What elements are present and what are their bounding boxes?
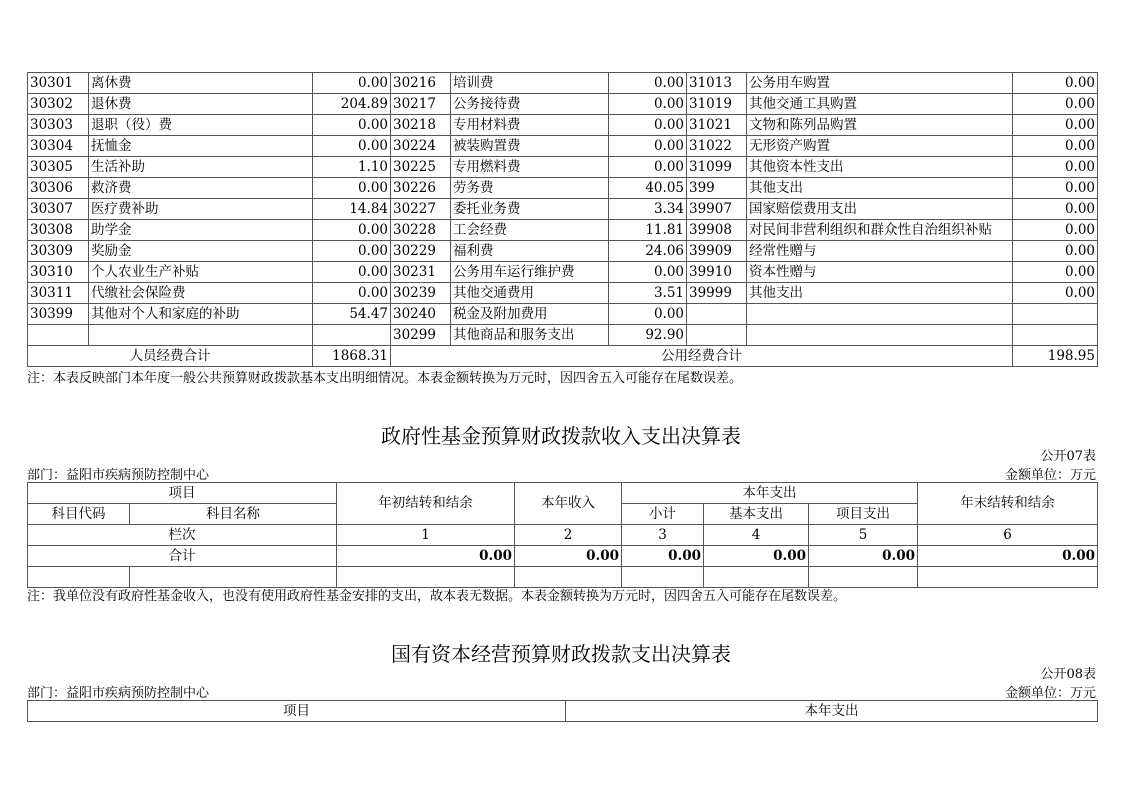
amount-cell: 0.00 xyxy=(1013,136,1098,157)
capital-unit: 金额单位：万元 xyxy=(1004,686,1096,701)
fund-column-index-row xyxy=(28,525,1098,546)
public-total-value: 198.95 xyxy=(1013,346,1098,367)
subject-name-cell: 培训费 xyxy=(451,73,609,94)
subject-name-cell: 抚恤金 xyxy=(89,136,313,157)
amount-cell: 0.00 xyxy=(1013,94,1098,115)
subject-name-cell: 退职（役）费 xyxy=(89,115,313,136)
subject-code-cell: 30306 xyxy=(28,178,89,199)
table-row xyxy=(28,94,1098,115)
total-row xyxy=(28,346,1098,367)
subject-code-cell: 30309 xyxy=(28,241,89,262)
subject-code-cell: 30218 xyxy=(391,115,451,136)
amount-cell: 0.00 xyxy=(609,304,687,325)
amount-cell: 0.00 xyxy=(609,73,687,94)
amount-cell: 0.00 xyxy=(313,220,391,241)
amount-cell: 0.00 xyxy=(609,262,687,283)
amount-cell: 0.00 xyxy=(609,157,687,178)
header-income: 本年收入 xyxy=(515,483,622,525)
subject-code-cell: 30228 xyxy=(391,220,451,241)
amount-cell: 11.81 xyxy=(609,220,687,241)
subject-name-cell: 个人农业生产补贴 xyxy=(89,262,313,283)
table-row xyxy=(28,241,1098,262)
subject-code-cell: 39909 xyxy=(687,241,747,262)
subject-name-cell: 被装购置费 xyxy=(451,136,609,157)
subject-code-cell: 30229 xyxy=(391,241,451,262)
amount-cell: 3.51 xyxy=(609,283,687,304)
subject-name-cell: 退休费 xyxy=(89,94,313,115)
header-subtotal: 小计 xyxy=(622,504,704,525)
personnel-total-label: 人员经费合计 xyxy=(28,346,313,367)
amount-cell: 0.00 xyxy=(1013,157,1098,178)
subject-code-cell: 39910 xyxy=(687,262,747,283)
amount-cell: 0.00 xyxy=(1013,241,1098,262)
amount-cell: 1.10 xyxy=(313,157,391,178)
public-total-label: 公用经费合计 xyxy=(391,346,1013,367)
subject-code-cell: 30301 xyxy=(28,73,89,94)
table-row xyxy=(28,73,1098,94)
subject-name-cell: 对民间非营利组织和群众性自治组织补贴 xyxy=(747,220,1013,241)
fund-table-title: 政府性基金预算财政拨款收入支出决算表 xyxy=(381,424,741,448)
subject-code-cell: 31021 xyxy=(687,115,747,136)
fund-header-row-1 xyxy=(28,483,1098,504)
amount-cell: 0.00 xyxy=(1013,262,1098,283)
subject-name-cell: 其他交通费用 xyxy=(451,283,609,304)
subject-name-cell: 专用材料费 xyxy=(451,115,609,136)
header-carry-end: 年末结转和结余 xyxy=(918,483,1098,525)
amount-cell: 3.34 xyxy=(609,199,687,220)
fund-total-value: 0.00 xyxy=(704,546,809,567)
subject-name-cell xyxy=(747,325,1013,346)
header-item: 项目 xyxy=(28,483,337,504)
col-index-6: 6 xyxy=(918,525,1098,546)
capital-header-expense: 本年支出 xyxy=(566,701,1098,722)
fund-total-value: 0.00 xyxy=(809,546,918,567)
subject-name-cell xyxy=(747,304,1013,325)
subject-code-cell: 39999 xyxy=(687,283,747,304)
amount-cell: 24.06 xyxy=(609,241,687,262)
subject-code-cell: 30311 xyxy=(28,283,89,304)
col-index-1: 1 xyxy=(337,525,515,546)
subject-code-cell: 39907 xyxy=(687,199,747,220)
table-row xyxy=(28,262,1098,283)
subject-code-cell: 30227 xyxy=(391,199,451,220)
subject-code-cell xyxy=(687,304,747,325)
subject-name-cell: 生活补助 xyxy=(89,157,313,178)
subject-code-cell xyxy=(28,325,89,346)
amount-cell: 0.00 xyxy=(609,136,687,157)
table-row xyxy=(28,304,1098,325)
subject-code-cell: 30307 xyxy=(28,199,89,220)
amount-cell: 0.00 xyxy=(1013,73,1098,94)
fund-total-value: 0.00 xyxy=(918,546,1098,567)
subject-name-cell: 委托业务费 xyxy=(451,199,609,220)
subject-code-cell: 30299 xyxy=(391,325,451,346)
personnel-total-value: 1868.31 xyxy=(313,346,391,367)
subject-name-cell: 公务用车运行维护费 xyxy=(451,262,609,283)
subject-name-cell: 资本性赠与 xyxy=(747,262,1013,283)
amount-cell: 0.00 xyxy=(313,283,391,304)
subject-code-cell: 31099 xyxy=(687,157,747,178)
subject-code-cell: 30216 xyxy=(391,73,451,94)
subject-name-cell: 无形资产购置 xyxy=(747,136,1013,157)
state-capital-table xyxy=(27,700,1098,722)
subject-code-cell: 30239 xyxy=(391,283,451,304)
subject-name-cell: 其他对个人和家庭的补助 xyxy=(89,304,313,325)
subject-name-cell: 国家赔偿费用支出 xyxy=(747,199,1013,220)
table-row xyxy=(28,199,1098,220)
amount-cell: 0.00 xyxy=(313,241,391,262)
amount-cell: 0.00 xyxy=(313,136,391,157)
subject-name-cell: 医疗费补助 xyxy=(89,199,313,220)
amount-cell: 92.90 xyxy=(609,325,687,346)
col-index-label: 栏次 xyxy=(28,525,337,546)
subject-name-cell: 助学金 xyxy=(89,220,313,241)
fund-total-value: 0.00 xyxy=(515,546,622,567)
amount-cell: 0.00 xyxy=(1013,178,1098,199)
fund-note: 注：我单位没有政府性基金收入，也没有使用政府性基金安排的支出，故本表无数据。本表金额转换为万元时，因四舍五入可能存在尾数误差。 xyxy=(27,589,847,604)
amount-cell: 0.00 xyxy=(313,262,391,283)
amount-cell: 0.00 xyxy=(609,94,687,115)
subject-name-cell: 其他支出 xyxy=(747,178,1013,199)
subject-code-cell: 30217 xyxy=(391,94,451,115)
subject-name-cell: 公务接待费 xyxy=(451,94,609,115)
table-row xyxy=(28,220,1098,241)
table-row xyxy=(28,325,1098,346)
subject-code-cell: 30303 xyxy=(28,115,89,136)
amount-cell xyxy=(1013,304,1098,325)
fund-unit: 金额单位：万元 xyxy=(1004,468,1096,483)
amount-cell: 0.00 xyxy=(1013,220,1098,241)
table-row xyxy=(28,157,1098,178)
amount-cell: 204.89 xyxy=(313,94,391,115)
fund-total-row xyxy=(28,546,1098,567)
capital-department: 部门：益阳市疾病预防控制中心 xyxy=(27,686,210,701)
header-project: 项目支出 xyxy=(809,504,918,525)
subject-code-cell: 30302 xyxy=(28,94,89,115)
subject-code-cell: 30224 xyxy=(391,136,451,157)
subject-name-cell: 代缴社会保险费 xyxy=(89,283,313,304)
table-row xyxy=(28,178,1098,199)
header-expense: 本年支出 xyxy=(622,483,918,504)
table-row xyxy=(28,283,1098,304)
subject-code-cell: 31013 xyxy=(687,73,747,94)
table-row xyxy=(28,115,1098,136)
fund-table-code: 公开07表 xyxy=(1040,449,1096,464)
amount-cell: 14.84 xyxy=(313,199,391,220)
header-subject-name: 科目名称 xyxy=(130,504,337,525)
amount-cell: 0.00 xyxy=(313,73,391,94)
subject-name-cell: 经常性赠与 xyxy=(747,241,1013,262)
subject-name-cell: 其他资本性支出 xyxy=(747,157,1013,178)
government-fund-table xyxy=(27,482,1098,588)
table-row xyxy=(28,136,1098,157)
subject-code-cell: 39908 xyxy=(687,220,747,241)
subject-code-cell: 30399 xyxy=(28,304,89,325)
header-basic: 基本支出 xyxy=(704,504,809,525)
amount-cell xyxy=(313,325,391,346)
subject-code-cell xyxy=(687,325,747,346)
amount-cell: 0.00 xyxy=(313,115,391,136)
subject-name-cell: 公务用车购置 xyxy=(747,73,1013,94)
subject-name-cell xyxy=(89,325,313,346)
amount-cell: 0.00 xyxy=(609,115,687,136)
subject-code-cell: 30304 xyxy=(28,136,89,157)
capital-table-title: 国有资本经营预算财政拨款支出决算表 xyxy=(391,642,731,666)
amount-cell: 0.00 xyxy=(1013,115,1098,136)
subject-code-cell: 30305 xyxy=(28,157,89,178)
amount-cell: 54.47 xyxy=(313,304,391,325)
capital-header-row xyxy=(28,701,1098,722)
header-carry-begin: 年初结转和结余 xyxy=(337,483,515,525)
subject-name-cell: 福利费 xyxy=(451,241,609,262)
basic-expense-detail-table xyxy=(27,72,1098,367)
col-index-4: 4 xyxy=(704,525,809,546)
subject-code-cell: 30225 xyxy=(391,157,451,178)
subject-code-cell: 30231 xyxy=(391,262,451,283)
fund-total-label: 合计 xyxy=(28,546,337,567)
amount-cell: 0.00 xyxy=(313,178,391,199)
subject-name-cell: 其他商品和服务支出 xyxy=(451,325,609,346)
col-index-5: 5 xyxy=(809,525,918,546)
subject-code-cell: 30308 xyxy=(28,220,89,241)
basic-expense-rows xyxy=(28,73,1098,346)
basic-expense-note: 注：本表反映部门本年度一般公共预算财政拨款基本支出明细情况。本表金额转换为万元时，因四舍五入可能存在尾数误差。 xyxy=(27,371,743,386)
subject-code-cell: 30240 xyxy=(391,304,451,325)
subject-name-cell: 税金及附加费用 xyxy=(451,304,609,325)
subject-name-cell: 离休费 xyxy=(89,73,313,94)
subject-name-cell: 其他交通工具购置 xyxy=(747,94,1013,115)
fund-department: 部门：益阳市疾病预防控制中心 xyxy=(27,468,210,483)
subject-code-cell: 31019 xyxy=(687,94,747,115)
col-index-2: 2 xyxy=(515,525,622,546)
subject-name-cell: 劳务费 xyxy=(451,178,609,199)
subject-name-cell: 救济费 xyxy=(89,178,313,199)
subject-name-cell: 工会经费 xyxy=(451,220,609,241)
subject-name-cell: 其他支出 xyxy=(747,283,1013,304)
fund-total-value: 0.00 xyxy=(622,546,704,567)
subject-name-cell: 专用燃料费 xyxy=(451,157,609,178)
col-index-3: 3 xyxy=(622,525,704,546)
capital-header-item: 项目 xyxy=(28,701,566,722)
subject-code-cell: 399 xyxy=(687,178,747,199)
subject-code-cell: 30226 xyxy=(391,178,451,199)
header-subject-code: 科目代码 xyxy=(28,504,130,525)
subject-name-cell: 文物和陈列品购置 xyxy=(747,115,1013,136)
subject-code-cell: 30310 xyxy=(28,262,89,283)
amount-cell xyxy=(1013,325,1098,346)
capital-table-code: 公开08表 xyxy=(1040,667,1096,682)
subject-name-cell: 奖励金 xyxy=(89,241,313,262)
fund-total-value: 0.00 xyxy=(337,546,515,567)
amount-cell: 40.05 xyxy=(609,178,687,199)
amount-cell: 0.00 xyxy=(1013,199,1098,220)
subject-code-cell: 31022 xyxy=(687,136,747,157)
amount-cell: 0.00 xyxy=(1013,283,1098,304)
